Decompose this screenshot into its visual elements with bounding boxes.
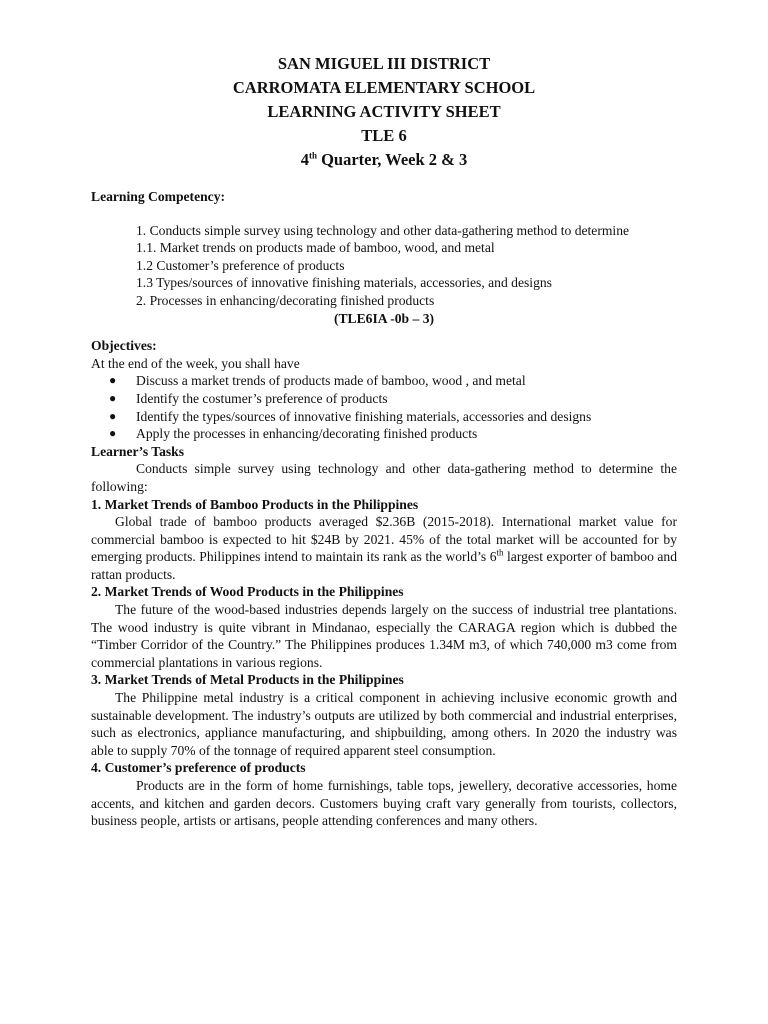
- metal-heading: 3. Market Trends of Metal Products in the Philippines: [91, 672, 404, 688]
- subject-title: TLE 6: [361, 126, 407, 145]
- quarter-title: 4th Quarter, Week 2 & 3: [300, 150, 468, 169]
- competency-code: (TLE6IA -0b – 3): [333, 310, 435, 326]
- district-title: SAN MIGUEL III DISTRICT: [277, 54, 491, 73]
- wood-body: The future of the wood-based industries depends largely on the success of industrial tree plantations. The wood industry is quite vibrant in Mindanao, especially the CARAGA region which is dubbed the “Timber Corridor of the Country.” The Philippines produces 1.34M m3, of which 740,000 m3 come from commercial plantations in various regions.: [91, 602, 677, 670]
- preference-body: Products are in the form of home furnishings, table tops, jewellery, decorative accessories, home accents, and kitchen and garden decors. Customers buying craft vary generally from tourists, collectors, business people, artists or artisans, people attending conferences and many others.: [91, 778, 677, 829]
- school-title: CARROMATA ELEMENTARY SCHOOL: [232, 78, 536, 97]
- objective-item: ● Identify the types/sources of innovative finishing materials, accessories and designs: [109, 408, 592, 424]
- metal-body: The Philippine metal industry is a critical component in achieving inclusive economic growth and sustainable development. The industry’s outputs are utilized by both commercial and industrial enterprises, such as electronics, appliance manufacturing, and shipbuilding, among others. In 2020 the industry was able to supply 70% of the tonnage of required apparent steel consumption.: [91, 690, 677, 758]
- objectives-list: [91, 372, 677, 442]
- sheet-title: LEARNING ACTIVITY SHEET: [267, 102, 501, 121]
- document-header: [0, 52, 768, 172]
- preference-heading: 4. Customer’s preference of products: [91, 760, 306, 776]
- bullet-icon: ●: [109, 373, 117, 388]
- competency-sub-3: 1.3 Types/sources of innovative finishing materials, accessories, and designs: [136, 275, 552, 291]
- document-body: [91, 188, 677, 830]
- objectives-heading: Objectives:: [91, 338, 157, 354]
- bullet-icon: ●: [109, 408, 117, 423]
- bamboo-body: Global trade of bamboo products averaged $2.36B (2015-2018). International market value for commercial bamboo is expected to hit $24B by 2021. 45% of the total market will be accounted for by emerging products. Philippines intend to maintain its rank as the world’s 6th largest exporter of bamboo and rattan products.: [91, 514, 677, 582]
- competency-heading: Learning Competency:: [91, 189, 226, 204]
- wood-heading: 2. Market Trends of Wood Products in the Philippines: [91, 584, 404, 600]
- objective-item: ● Apply the processes in enhancing/decorating finished products: [109, 426, 478, 442]
- competency-item-2: 2. Processes in enhancing/decorating finished products: [136, 292, 435, 308]
- tasks-intro: Conducts simple survey using technology and other data-gathering method to determine the following:: [91, 461, 677, 494]
- competency-sub-1: 1.1. Market trends on products made of bamboo, wood, and metal: [136, 240, 495, 256]
- tasks-heading: Learner’s Tasks: [91, 443, 185, 459]
- bullet-icon: ●: [109, 426, 117, 441]
- objective-item: ● Discuss a market trends of products made of bamboo, wood , and metal: [109, 373, 526, 389]
- objective-item: ● Identify the costumer’s preference of products: [109, 390, 388, 406]
- bamboo-heading: 1. Market Trends of Bamboo Products in the Philippines: [91, 496, 419, 512]
- bullet-icon: ●: [109, 390, 117, 405]
- competency-item-1: 1. Conducts simple survey using technology and other data-gathering method to determine: [136, 222, 630, 238]
- competency-sub-2: 1.2 Customer’s preference of products: [136, 257, 345, 273]
- objectives-intro: At the end of the week, you shall have: [91, 355, 300, 371]
